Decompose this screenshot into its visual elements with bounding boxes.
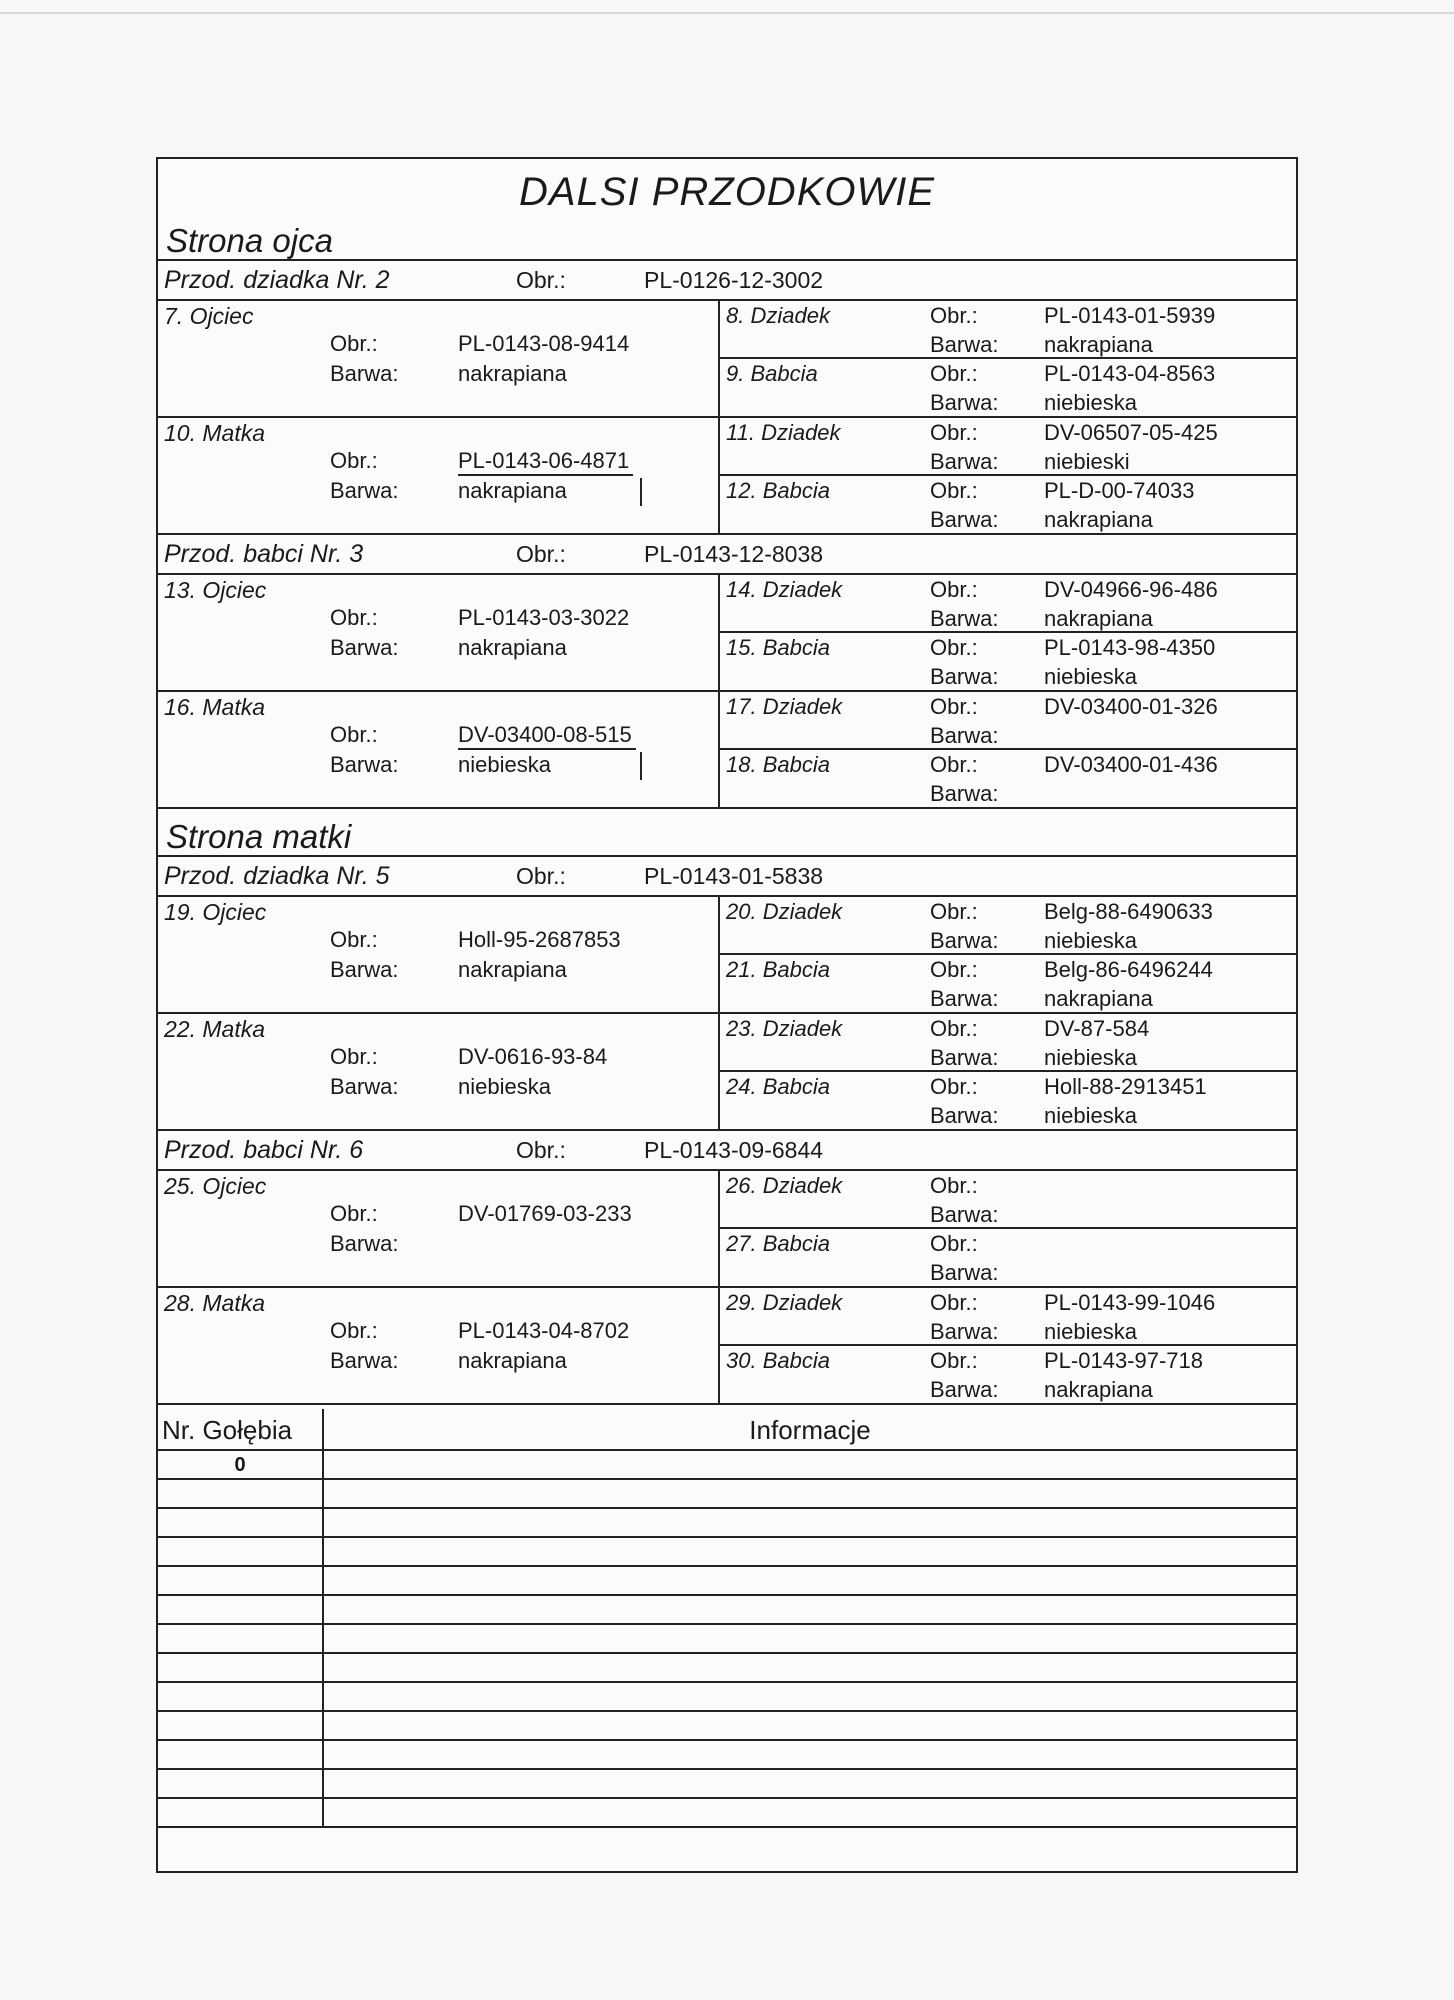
parent-ring-number: DV-0616-93-84 (458, 1044, 608, 1069)
parent-color: niebieska (458, 1074, 551, 1099)
barwa-label: Barwa: (930, 332, 999, 357)
pigeon-number-cell: 0 (158, 1451, 324, 1478)
grandparent-row (158, 857, 1296, 897)
info-cell (324, 1480, 1296, 1507)
pigeon-number-cell (158, 1509, 324, 1536)
barwa-label: Barwa: (330, 361, 399, 386)
obr-label: Obr.: (330, 722, 378, 747)
parent-block (158, 897, 1296, 1014)
table-row (158, 1596, 1296, 1625)
ancestor-name: 9. Babcia (726, 361, 818, 387)
grandparent-ring-number: PL-0143-12-8038 (644, 540, 824, 567)
ancestor-ring-number: DV-03400-01-326 (1044, 694, 1218, 719)
parent-block (158, 301, 1296, 418)
parent-color: nakrapiana (458, 957, 567, 982)
parent-cell (158, 575, 720, 690)
obr-label: Obr.: (930, 478, 978, 504)
parent-ring-number: PL-0143-04-8702 (458, 1318, 630, 1343)
obr-label: Obr.: (516, 862, 566, 889)
obr-label: Obr.: (930, 577, 978, 602)
barwa-label: Barwa: (930, 1202, 999, 1227)
barwa-label: Barwa: (330, 635, 399, 660)
ancestor-ring-number: DV-04966-96-486 (1044, 577, 1218, 602)
ancestor-cell (720, 359, 1296, 416)
info-cell (324, 1683, 1296, 1710)
ancestor-cell (720, 1171, 1296, 1229)
parent-name: 25. Ojciec (164, 1173, 267, 1199)
obr-label: Obr.: (930, 1231, 978, 1257)
grandparent-row (158, 535, 1296, 575)
parent-name: 16. Matka (164, 694, 265, 720)
pigeon-number-cell (158, 1625, 324, 1652)
parent-color: nakrapiana (458, 1348, 567, 1373)
obr-label: Obr.: (516, 540, 566, 567)
pedigree-sheet (156, 157, 1298, 1873)
page-title: DALSI PRZODKOWIE (518, 170, 936, 214)
obr-label: Obr.: (330, 927, 378, 952)
ancestor-cell (720, 1346, 1296, 1403)
ancestor-ring-number: PL-0143-98-4350 (1044, 635, 1216, 661)
obr-label: Obr.: (930, 957, 978, 983)
grandparent-label: Przod. dziadka Nr. 5 (164, 861, 390, 890)
table-row (158, 1799, 1296, 1828)
parent-ring-number: DV-03400-08-515 (458, 722, 636, 750)
ancestor-cell (720, 692, 1296, 750)
info-cell (324, 1567, 1296, 1594)
parent-cell (158, 897, 720, 1012)
parent-name: 10. Matka (164, 420, 265, 446)
ancestor-color: niebieska (1044, 1319, 1137, 1344)
ancestor-name: 15. Babcia (726, 635, 830, 661)
parent-block (158, 1014, 1296, 1131)
parent-name: 13. Ojciec (164, 577, 267, 603)
ancestor-name: 14. Dziadek (726, 577, 843, 602)
barwa-label: Barwa: (930, 723, 999, 748)
parent-ring-number: Holl-95-2687853 (458, 927, 621, 952)
parent-ring-number: PL-0143-08-9414 (458, 331, 630, 356)
grandparent-label: Przod. babci Nr. 3 (164, 539, 364, 568)
side-heading: Strona matki (158, 815, 1296, 857)
info-cell (324, 1712, 1296, 1739)
info-table (158, 1409, 1296, 1828)
info-cell (324, 1654, 1296, 1681)
pigeon-number-cell (158, 1654, 324, 1681)
info-cell (324, 1625, 1296, 1652)
barwa-label: Barwa: (330, 1348, 399, 1373)
parent-ring-number: DV-01769-03-233 (458, 1201, 632, 1226)
barwa-label: Barwa: (930, 1103, 999, 1129)
obr-label: Obr.: (930, 1173, 978, 1198)
barwa-label: Barwa: (930, 606, 999, 631)
bracket-mark (640, 478, 642, 506)
ancestor-name: 24. Babcia (726, 1074, 830, 1100)
ancestor-color: nakrapiana (1044, 1377, 1153, 1403)
ancestor-ring-number: Belg-86-6496244 (1044, 957, 1213, 983)
obr-label: Obr.: (930, 694, 978, 719)
info-cell (324, 1596, 1296, 1623)
obr-label: Obr.: (930, 1348, 978, 1374)
ancestor-color: niebieska (1044, 1045, 1137, 1070)
ancestor-name: 12. Babcia (726, 478, 830, 504)
info-table-header (158, 1409, 1296, 1451)
parent-cell (158, 692, 720, 807)
grandparent-row (158, 1131, 1296, 1171)
obr-label: Obr.: (330, 331, 378, 356)
ancestor-name: 20. Dziadek (726, 899, 843, 924)
pigeon-number-cell (158, 1741, 324, 1768)
table-row (158, 1741, 1296, 1770)
ancestor-color: nakrapiana (1044, 606, 1153, 631)
ancestor-ring-number: PL-0143-97-718 (1044, 1348, 1204, 1374)
info-cell (324, 1741, 1296, 1768)
parent-name: 7. Ojciec (164, 303, 254, 329)
obr-label: Obr.: (330, 1318, 378, 1343)
father-side-section (158, 219, 1296, 809)
ancestor-cell (720, 1072, 1296, 1129)
parent-block (158, 1171, 1296, 1288)
bracket-mark (640, 752, 642, 780)
barwa-label: Barwa: (330, 478, 399, 503)
ancestor-column (720, 897, 1296, 1012)
pigeon-number-cell (158, 1596, 324, 1623)
obr-label: Obr.: (930, 361, 978, 387)
ancestor-color: niebieska (1044, 664, 1137, 690)
ancestor-color: nakrapiana (1044, 507, 1153, 533)
parent-color: niebieska (458, 752, 551, 777)
obr-label: Obr.: (330, 605, 378, 630)
ancestor-ring-number: DV-03400-01-436 (1044, 752, 1218, 778)
ancestor-name: 8. Dziadek (726, 303, 830, 328)
ancestor-name: 23. Dziadek (726, 1016, 843, 1041)
ancestor-cell (720, 897, 1296, 955)
parent-color: nakrapiana (458, 361, 567, 386)
table-row (158, 1480, 1296, 1509)
ancestor-ring-number: Holl-88-2913451 (1044, 1074, 1207, 1100)
column-header-number: Nr. Gołębia (158, 1409, 324, 1449)
ancestor-ring-number: DV-06507-05-425 (1044, 420, 1218, 445)
ancestor-column (720, 1288, 1296, 1403)
ancestor-column (720, 1171, 1296, 1286)
obr-label: Obr.: (930, 1290, 978, 1315)
ancestor-name: 26. Dziadek (726, 1173, 843, 1198)
ancestor-column (720, 1014, 1296, 1129)
obr-label: Obr.: (930, 752, 978, 778)
ancestor-name: 18. Babcia (726, 752, 830, 778)
obr-label: Obr.: (930, 1016, 978, 1041)
ancestor-ring-number: DV-87-584 (1044, 1016, 1150, 1041)
parent-block (158, 1288, 1296, 1405)
ancestor-name: 29. Dziadek (726, 1290, 843, 1315)
pigeon-number-cell (158, 1770, 324, 1797)
ancestor-name: 27. Babcia (726, 1231, 830, 1257)
ancestor-column (720, 692, 1296, 807)
ancestor-color: niebieski (1044, 449, 1130, 474)
barwa-label: Barwa: (930, 781, 999, 807)
barwa-label: Barwa: (930, 390, 999, 416)
parent-name: 22. Matka (164, 1016, 265, 1042)
scan-edge-line (0, 12, 1454, 14)
barwa-label: Barwa: (930, 664, 999, 690)
barwa-label: Barwa: (930, 1319, 999, 1344)
obr-label: Obr.: (930, 899, 978, 924)
table-row (158, 1538, 1296, 1567)
grandparent-ring-number: PL-0143-01-5838 (644, 862, 824, 889)
ancestor-cell (720, 1229, 1296, 1286)
pigeon-number-cell (158, 1712, 324, 1739)
pigeon-number-cell (158, 1567, 324, 1594)
obr-label: Obr.: (516, 266, 566, 293)
barwa-label: Barwa: (930, 928, 999, 953)
parent-name: 28. Matka (164, 1290, 265, 1316)
parent-cell (158, 1014, 720, 1129)
ancestor-color: nakrapiana (1044, 986, 1153, 1012)
ancestor-color: niebieska (1044, 1103, 1137, 1129)
parent-ring-number: PL-0143-06-4871 (458, 448, 633, 476)
ancestor-cell (720, 301, 1296, 359)
obr-label: Obr.: (930, 303, 978, 328)
info-cell (324, 1509, 1296, 1536)
ancestor-color: niebieska (1044, 928, 1137, 953)
ancestor-name: 30. Babcia (726, 1348, 830, 1374)
obr-label: Obr.: (930, 635, 978, 661)
ancestor-cell (720, 575, 1296, 633)
table-row (158, 1654, 1296, 1683)
barwa-label: Barwa: (930, 1045, 999, 1070)
obr-label: Obr.: (330, 1044, 378, 1069)
ancestor-cell (720, 476, 1296, 533)
parent-name: 19. Ojciec (164, 899, 267, 925)
pigeon-number-cell (158, 1683, 324, 1710)
info-cell (324, 1538, 1296, 1565)
barwa-label: Barwa: (330, 1074, 399, 1099)
table-row (158, 1451, 1296, 1480)
pigeon-number-cell (158, 1480, 324, 1507)
barwa-label: Barwa: (930, 1377, 999, 1403)
column-header-info: Informacje (749, 1415, 871, 1445)
barwa-label: Barwa: (930, 449, 999, 474)
info-cell (324, 1799, 1296, 1826)
side-heading: Strona ojca (158, 219, 1296, 261)
parent-cell (158, 418, 720, 533)
ancestor-column (720, 575, 1296, 690)
obr-label: Obr.: (930, 420, 978, 445)
ancestor-ring-number: PL-0143-04-8563 (1044, 361, 1216, 387)
grandparent-row (158, 261, 1296, 301)
barwa-label: Barwa: (330, 752, 399, 777)
parent-block (158, 692, 1296, 809)
barwa-label: Barwa: (330, 1231, 399, 1256)
ancestor-ring-number: PL-D-00-74033 (1044, 478, 1195, 504)
table-row (158, 1712, 1296, 1741)
obr-label: Obr.: (330, 448, 378, 473)
ancestor-ring-number: Belg-88-6490633 (1044, 899, 1213, 924)
parent-cell (158, 1171, 720, 1286)
info-cell (324, 1770, 1296, 1797)
barwa-label: Barwa: (330, 957, 399, 982)
grandparent-ring-number: PL-0126-12-3002 (644, 266, 824, 293)
obr-label: Obr.: (330, 1201, 378, 1226)
grandparent-label: Przod. dziadka Nr. 2 (164, 265, 390, 294)
table-row (158, 1770, 1296, 1799)
barwa-label: Barwa: (930, 507, 999, 533)
pigeon-number-cell (158, 1799, 324, 1826)
ancestor-cell (720, 418, 1296, 476)
parent-color: nakrapiana (458, 635, 567, 660)
table-row (158, 1567, 1296, 1596)
obr-label: Obr.: (516, 1136, 566, 1163)
parent-ring-number: PL-0143-03-3022 (458, 605, 630, 630)
mother-side-section (158, 815, 1296, 1405)
ancestor-name: 17. Dziadek (726, 694, 843, 719)
table-row (158, 1509, 1296, 1538)
ancestor-ring-number: PL-0143-99-1046 (1044, 1290, 1216, 1315)
grandparent-label: Przod. babci Nr. 6 (164, 1135, 364, 1164)
ancestor-cell (720, 750, 1296, 807)
pigeon-number-cell (158, 1538, 324, 1565)
ancestor-name: 11. Dziadek (726, 420, 841, 445)
ancestor-cell (720, 1288, 1296, 1346)
ancestor-cell (720, 1014, 1296, 1072)
parent-block (158, 575, 1296, 692)
ancestor-ring-number: PL-0143-01-5939 (1044, 303, 1216, 328)
grandparent-ring-number: PL-0143-09-6844 (644, 1136, 824, 1163)
table-row (158, 1625, 1296, 1654)
parent-cell (158, 301, 720, 416)
ancestor-color: nakrapiana (1044, 332, 1153, 357)
ancestor-column (720, 301, 1296, 416)
barwa-label: Barwa: (930, 1260, 999, 1286)
ancestor-column (720, 418, 1296, 533)
parent-color: nakrapiana (458, 478, 567, 503)
obr-label: Obr.: (930, 1074, 978, 1100)
ancestor-name: 21. Babcia (726, 957, 830, 983)
parent-cell (158, 1288, 720, 1403)
info-cell (324, 1451, 1296, 1478)
parent-block (158, 418, 1296, 535)
ancestor-cell (720, 955, 1296, 1012)
barwa-label: Barwa: (930, 986, 999, 1012)
ancestor-color: niebieska (1044, 390, 1137, 416)
ancestor-cell (720, 633, 1296, 690)
table-row (158, 1683, 1296, 1712)
